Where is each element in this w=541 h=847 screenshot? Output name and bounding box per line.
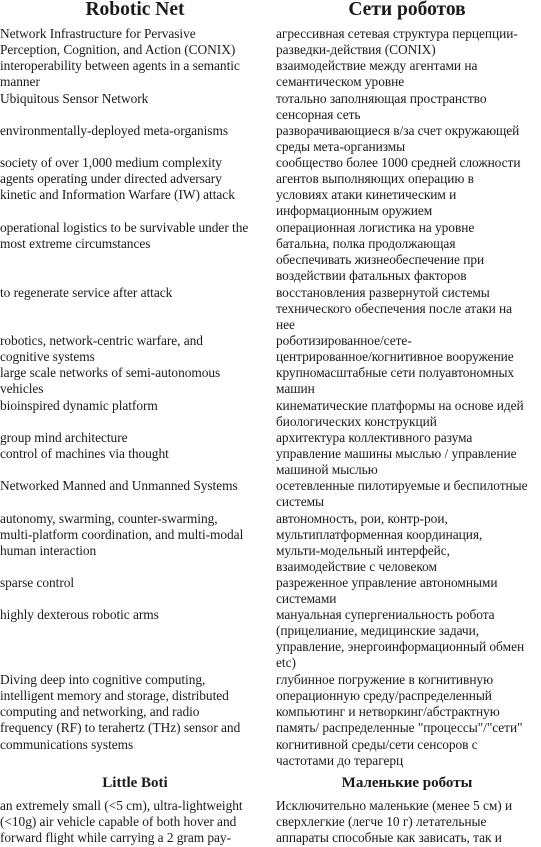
header-left: Robotic Net xyxy=(85,0,185,20)
text-line: сверхлегкие (легче 10 г) летательные xyxy=(276,814,487,830)
row-ru xyxy=(276,26,538,91)
text-line: agents operating under directed adversary xyxy=(0,171,222,187)
row-ru xyxy=(276,672,538,769)
row-ru xyxy=(276,333,538,365)
text-line: robotics, network-centric warfare, and xyxy=(0,333,203,348)
text-line: vehicles xyxy=(0,381,44,397)
text-line: (прицелиание, медицинские задачи, xyxy=(276,623,480,639)
row-ru xyxy=(276,398,538,430)
text-line: frequency (RF) to terahertz (THz) sensor and xyxy=(0,720,241,736)
row-ru xyxy=(276,478,538,510)
text-line: среды мета-организмы xyxy=(276,139,406,155)
row-ru xyxy=(276,430,538,446)
text-line: large scale networks of semi-autonomous xyxy=(0,365,221,380)
text-line: environmentally-deployed meta-organisms xyxy=(0,123,228,138)
text-line: communications systems xyxy=(0,736,134,752)
text-line: bioinspired dynamic platform xyxy=(0,398,158,413)
text-line: kinetic and Information Warfare (IW) attack xyxy=(0,187,235,203)
row-en xyxy=(0,155,270,203)
row-en xyxy=(0,398,270,414)
text-line: частотами до терагерц xyxy=(276,752,404,768)
row-ru xyxy=(276,91,538,123)
text-line: автономность, рои, контр-рои, xyxy=(276,511,448,526)
text-line: etc) xyxy=(276,655,296,671)
row-ru xyxy=(276,155,538,220)
row-ru xyxy=(276,446,538,478)
text-line: interoperability between agents in a semantic xyxy=(0,58,240,74)
text-line: manner xyxy=(0,74,40,90)
text-line: воздействии фатальных факторов xyxy=(276,268,467,284)
text-line: сообщество более 1000 средней сложности xyxy=(276,155,521,170)
text-line: машин xyxy=(276,381,315,397)
text-line: агентов выполняющих операцию в xyxy=(276,171,474,187)
text-line: Perception, Cognition, and Action (CONIX) xyxy=(0,42,236,58)
text-line: машиной мыслью xyxy=(276,462,378,478)
text-line: системы xyxy=(276,494,324,510)
text-line: разворачивающиеся в/за счет окружающей xyxy=(276,123,520,138)
text-line: информационным оружием xyxy=(276,203,433,219)
row-ru xyxy=(276,123,538,155)
row-en xyxy=(0,285,270,301)
text-line: нее xyxy=(276,317,295,333)
text-line: Ubiquitous Sensor Network xyxy=(0,91,149,106)
text-line: сенсорная сеть xyxy=(276,107,361,123)
text-line: разреженное управление автономными xyxy=(276,575,498,590)
text-line: память/ распределенные "процессы"/"сети" xyxy=(276,720,523,736)
row-ru xyxy=(276,575,538,607)
text-line: human interaction xyxy=(0,543,97,559)
text-line: агрессивная сетевая структура перцепции- xyxy=(276,26,518,41)
text-line: society of over 1,000 medium complexity xyxy=(0,155,222,170)
text-line: компьютинг и нетворкинг/абстрактную xyxy=(276,704,500,720)
subheader-right: Маленькие роботы xyxy=(341,775,473,791)
row-en xyxy=(0,607,270,623)
text-line: взаимодействие между агентами на xyxy=(276,58,478,74)
text-line: семантическом уровне xyxy=(276,74,405,90)
text-line: глубинное погружение в когнитивную xyxy=(276,672,494,687)
row-en xyxy=(0,446,270,462)
text-line: когнитивной среды/сети сенсоров с xyxy=(276,736,478,752)
text-line: центрированное/когнитивное вооружение xyxy=(276,349,514,365)
row-en xyxy=(0,123,270,139)
text-line: most extreme circumstances xyxy=(0,236,151,252)
text-line: Networked Manned and Unmanned Systems xyxy=(0,478,238,493)
text-line: восстановления развернутой системы xyxy=(276,285,490,300)
text-line: роботизированное/сете- xyxy=(276,333,412,348)
text-line: control of machines via thought xyxy=(0,446,169,461)
header-right: Сети роботов xyxy=(348,0,466,20)
text-line: крупномасштабные сети полуавтономных xyxy=(276,365,515,380)
text-line: архитектура коллективного разума xyxy=(276,430,473,445)
row-en xyxy=(0,365,270,397)
row-ru xyxy=(276,285,538,333)
row-en xyxy=(0,220,270,252)
text-line: осетевленные пилотируемые и беспилотные xyxy=(276,478,528,493)
text-line: взаимодействие с человеком xyxy=(276,559,437,575)
text-line: мульти-модельный интерфейс, xyxy=(276,543,450,559)
row-ru xyxy=(276,511,538,576)
text-line: управление машины мыслью / управление xyxy=(276,446,517,461)
text-line: батальна, полка продолжающая xyxy=(276,236,456,252)
row-en xyxy=(0,798,270,846)
row-en xyxy=(0,91,270,107)
row-en xyxy=(0,672,270,753)
text-line: биологических конструкций xyxy=(276,414,437,430)
subheader-left: Little Boti xyxy=(102,775,168,791)
text-line: управление, энергоинформационный обмен xyxy=(276,639,525,655)
text-line: технического обеспечения после атаки на xyxy=(276,301,513,317)
row-en xyxy=(0,478,270,494)
text-line: операционная логистика на уровне xyxy=(276,220,475,235)
text-line: разведки-действия (CONIX) xyxy=(276,42,436,58)
text-line: sparse control xyxy=(0,575,75,590)
row-en xyxy=(0,511,270,559)
text-line: autonomy, swarming, counter-swarming, xyxy=(0,511,218,526)
text-line: multi-platform coordination, and multi-modal xyxy=(0,527,244,543)
text-line: group mind architecture xyxy=(0,430,128,445)
text-line: computing and networking, and radio xyxy=(0,704,200,720)
text-line: аппараты способные как зависать, так и xyxy=(276,830,502,846)
text-line: highly dexterous robotic arms xyxy=(0,607,159,622)
text-line: тотально заполняющая пространство xyxy=(276,91,487,106)
text-line: Diving deep into cognitive computing, xyxy=(0,672,206,687)
text-line: operational logistics to be survivable under the xyxy=(0,220,249,235)
text-line: intelligent memory and storage, distributed xyxy=(0,688,229,704)
row-ru xyxy=(276,365,538,397)
text-line: forward flight while carrying a 2 gram pay- xyxy=(0,830,231,846)
text-line: кинематические платформы на основе идей xyxy=(276,398,524,413)
text-line: мультиплатформенная координация, xyxy=(276,527,483,543)
text-line: to regenerate service after attack xyxy=(0,285,173,300)
text-line: обеспечивать жизнеобеспечение при xyxy=(276,252,485,268)
row-en xyxy=(0,430,270,446)
text-line: условиях атаки кинетическим и xyxy=(276,187,457,203)
text-line: операционную среду/распределенный xyxy=(276,688,492,704)
text-line: Исключительно маленькие (менее 5 см) и xyxy=(276,798,513,813)
row-en xyxy=(0,26,270,91)
row-ru xyxy=(276,607,538,672)
text-line: (<10g) air vehicle capable of both hover and xyxy=(0,814,237,830)
row-en xyxy=(0,575,270,591)
text-line: cognitive systems xyxy=(0,349,95,365)
row-ru xyxy=(276,220,538,285)
row-en xyxy=(0,333,270,365)
text-line: Network Infrastructure for Pervasive xyxy=(0,26,196,41)
text-line: системами xyxy=(276,591,337,607)
text-line: an extremely small (<5 cm), ultra-lightweight xyxy=(0,798,243,813)
row-ru xyxy=(276,798,538,846)
text-line: мануальная супергениальность робота xyxy=(276,607,495,622)
